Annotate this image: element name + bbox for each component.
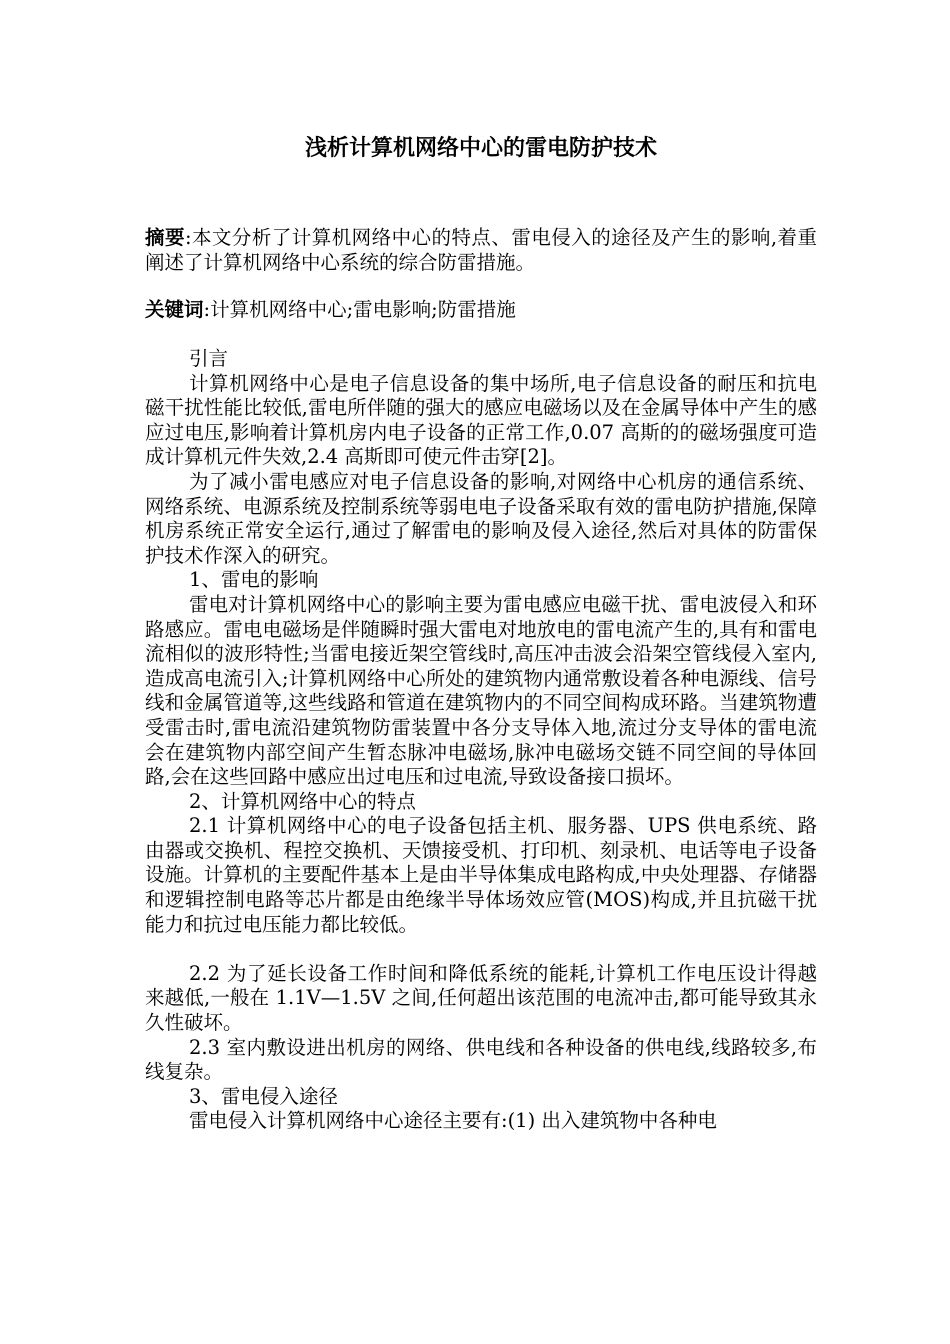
paragraph: 雷电对计算机网络中心的影响主要为雷电感应电磁干扰、雷电波侵入和环路感应。雷电电磁场是伴随瞬时强大雷电对地放电的雷电流产生的,具有和雷电流相似的波形特性;当雷电接近架空管线时,高压冲击波会沿架空管线侵入室内,造成高电流引入;计算机网络中心所处的建筑物内通常敷设着各种电源线、信号线和金属管道等,这些线路和管道在建筑物内的不同空间构成环路。当建筑物遭受雷击时,雷电流沿建筑物防雷装置中各分支导体入地,流过分支导体的雷电流会在建筑物内部空间产生暂态脉冲电磁场,脉冲电磁场交链不同空间的导体回路,会在这些回路中感应出过电压和过电流,导致设备接口损坏。	[145, 592, 817, 789]
paragraph: 计算机网络中心是电子信息设备的集中场所,电子信息设备的耐压和抗电磁干扰性能比较低,雷电所伴随的强大的感应电磁场以及在金属导体中产生的感应过电压,影响着计算机房内电子设备的正常工作,0.07 高斯的的磁场强度可造成计算机元件失效,2.4 高斯即可使元件击穿[2]。	[145, 371, 817, 469]
abstract	[145, 226, 817, 275]
document-title: 浅析计算机网络中心的雷电防护技术	[304, 136, 657, 161]
blank-line	[145, 937, 817, 962]
body-text	[145, 347, 817, 1134]
keywords-label: 关键词	[145, 298, 204, 321]
keywords	[145, 298, 817, 323]
section-heading: 1、雷电的影响	[189, 568, 319, 592]
abstract-label: 摘要	[145, 226, 185, 249]
paragraph: 2.1 计算机网络中心的电子设备包括主机、服务器、UPS 供电系统、路由器或交换机、程控交换机、天馈接受机、打印机、刻录机、电话等电子设备设施。计算机的主要配件基本上是由半导体集成电路构成,中央处理器、存储器和逻辑控制电路等芯片都是由绝缘半导体场效应管(MOS)构成,并且抗磁干扰能力和抗过电压能力都比较低。	[145, 814, 817, 936]
keywords-text: :计算机网络中心;雷电影响;防雷措施	[203, 298, 516, 321]
heading-intro: 引言	[189, 347, 229, 370]
paragraph: 为了减小雷电感应对电子信息设备的影响,对网络中心机房的通信系统、网络系统、电源系统及控制系统等弱电电子设备采取有效的雷电防护措施,保障机房系统正常安全运行,通过了解雷电的影响及侵入途径,然后对具体的防雷保护技术作深入的研究。	[145, 469, 817, 567]
paragraph: 2.3 室内敷设进出机房的网络、供电线和各种设备的供电线,线路较多,布线复杂。	[145, 1035, 817, 1084]
section-heading: 2、计算机网络中心的特点	[189, 789, 416, 813]
abstract-text: :本文分析了计算机网络中心的特点、雷电侵入的途径及产生的影响,着重阐述了计算机网络中心系统的综合防雷措施。	[145, 226, 817, 274]
paragraph: 2.2 为了延长设备工作时间和降低系统的能耗,计算机工作电压设计得越来越低,一般在 1.1V—1.5V 之间,任何超出该范围的电流冲击,都可能导致其永久性破坏。	[145, 961, 817, 1035]
section-heading: 3、雷电侵入途径	[189, 1084, 338, 1108]
paragraph: 雷电侵入计算机网络中心途径主要有:(1) 出入建筑物中各种电	[189, 1109, 717, 1133]
